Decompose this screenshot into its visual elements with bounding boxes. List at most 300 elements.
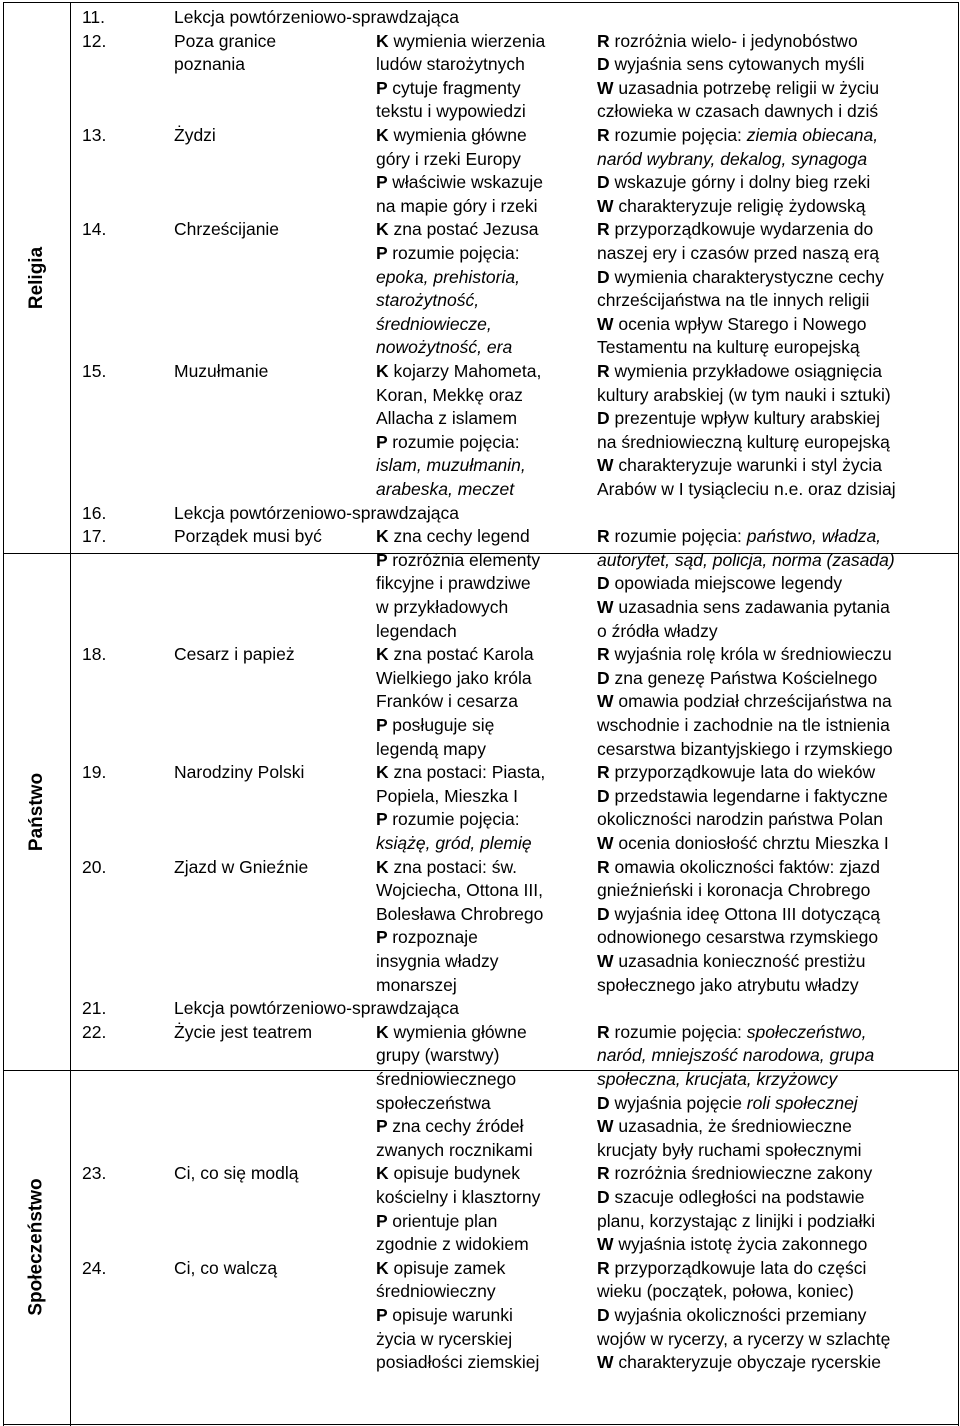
requirement-text: kojarzy Mahometa,	[393, 361, 542, 381]
level-marker: R	[597, 1021, 615, 1042]
requirement-text: tekstu i wypowiedzi	[376, 101, 526, 122]
advanced-requirement	[597, 856, 880, 880]
basic-requirement	[376, 926, 478, 950]
requirement-text: Franków i cesarza	[376, 691, 518, 712]
level-marker: K	[376, 1021, 394, 1042]
level-marker: R	[597, 1163, 615, 1184]
requirement-text: właściwie wskazuje	[392, 172, 543, 193]
basic-requirement	[376, 1210, 497, 1234]
basic-requirement	[376, 1280, 496, 1304]
advanced-requirement	[597, 926, 878, 950]
level-marker: K	[376, 1163, 394, 1184]
requirement-text: państwo, władza,	[746, 526, 882, 547]
basic-requirement	[376, 808, 520, 832]
basic-requirement	[376, 1044, 500, 1068]
level-marker: K	[376, 30, 394, 51]
requirement-text: średniowieczny	[376, 1281, 496, 1302]
requirement-text: kościelny i klasztorny	[376, 1187, 541, 1207]
basic-requirement	[376, 77, 521, 101]
basic-requirement	[376, 596, 508, 620]
requirement-text: naród wybrany, dekalog, synagoga	[597, 148, 868, 169]
level-marker: D	[597, 667, 615, 688]
lesson-topic: Ci, co walczą	[174, 1257, 278, 1278]
advanced-requirement	[597, 1233, 867, 1257]
basic-requirement	[376, 100, 526, 124]
requirement-text: legendą mapy	[376, 738, 486, 759]
basic-requirement	[376, 360, 541, 384]
requirement-text: zgodnie z widokiem	[376, 1234, 529, 1255]
requirement-text: zna cechy źródeł	[392, 1116, 524, 1137]
requirement-text: zna postaci: św.	[393, 856, 518, 877]
requirement-text: wojów w rycerzy, a rycerzy w szlachtę	[597, 1328, 891, 1349]
basic-requirement	[376, 620, 457, 644]
requirement-text: o źródła władzy	[597, 620, 718, 641]
level-marker: W	[597, 691, 619, 712]
requirement-text: zna postać Jezusa	[393, 219, 539, 240]
basic-requirement	[376, 431, 520, 455]
advanced-requirement	[597, 148, 867, 172]
advanced-requirement	[597, 738, 893, 762]
requirement-text: średniowiecze,	[376, 313, 492, 334]
level-marker: D	[597, 408, 615, 429]
section-label-text: Religia	[26, 246, 47, 310]
lesson-number: 16.	[82, 502, 107, 523]
level-marker: P	[376, 1116, 393, 1137]
requirement-text: wyjaśnia pojęcie	[614, 1092, 747, 1113]
requirement-text: rozumie pojęcia:	[614, 526, 747, 547]
advanced-requirement	[597, 195, 865, 219]
level-marker: D	[597, 172, 615, 193]
basic-requirement	[376, 1186, 540, 1210]
section-label	[4, 3, 70, 553]
requirement-text: naród, mniejszość narodowa, grupa	[597, 1045, 875, 1066]
requirement-text: góry i rzeki Europy	[376, 148, 521, 169]
advanced-requirement	[597, 454, 882, 478]
advanced-requirement	[597, 218, 873, 242]
advanced-requirement	[597, 808, 883, 832]
basic-requirement	[376, 1068, 516, 1092]
basic-requirement	[376, 313, 492, 337]
advanced-requirement	[597, 1044, 874, 1068]
basic-requirement	[376, 195, 537, 219]
requirement-text: zna cechy legend	[393, 526, 530, 547]
level-marker: K	[376, 856, 394, 877]
basic-requirement	[376, 242, 520, 266]
requirement-text: okoliczności narodzin państwa Polan	[597, 809, 883, 830]
level-marker: P	[376, 549, 393, 570]
level-marker: P	[376, 715, 393, 735]
advanced-requirement	[597, 384, 891, 408]
level-marker: D	[597, 785, 615, 806]
requirement-text: przyporządkowuje lata do wieków	[614, 762, 876, 783]
requirement-text: wymienia główne	[393, 125, 527, 145]
requirement-text: wymienia główne	[393, 1021, 527, 1042]
advanced-requirement	[597, 879, 870, 903]
basic-requirement	[376, 832, 532, 856]
requirement-text: Arabów w I tysiącleciu n.e. oraz dzisiaj	[597, 479, 896, 499]
requirement-text: ocenia doniosłość chrztu Mieszka I	[618, 833, 889, 853]
level-marker: D	[597, 1305, 615, 1325]
requirement-text: posiadłości ziemskiej	[376, 1352, 540, 1373]
basic-requirement	[376, 1257, 505, 1281]
advanced-requirement	[597, 549, 895, 573]
requirement-text: grupy (warstwy)	[376, 1045, 500, 1066]
requirement-text: charakteryzuje religię żydowską	[618, 195, 866, 216]
advanced-requirement	[597, 832, 889, 856]
requirement-text: ocenia wpływ Starego i Nowego	[618, 313, 867, 334]
requirement-text: posługuje się	[392, 715, 495, 735]
requirement-text: starożytność,	[376, 290, 480, 311]
advanced-requirement	[597, 30, 858, 54]
requirement-text: legendach	[376, 620, 457, 641]
advanced-requirement	[597, 761, 875, 785]
table-border	[70, 2, 71, 1426]
lesson-number: 20.	[82, 856, 107, 877]
lesson-topic: Zjazd w Gnieźnie	[174, 856, 309, 877]
requirement-text: opowiada miejscowe legendy	[614, 573, 843, 594]
lesson-number: 15.	[82, 361, 107, 381]
lesson-topic: Chrześcijanie	[174, 219, 280, 240]
basic-requirement	[376, 549, 540, 573]
level-marker: R	[597, 856, 615, 877]
requirement-text: wymienia charakterystyczne cechy	[614, 266, 884, 287]
requirement-text: Popiela, Mieszka I	[376, 785, 519, 806]
basic-requirement	[376, 879, 543, 903]
basic-requirement	[376, 266, 520, 290]
requirement-text: książę, gród, plemię	[376, 833, 532, 853]
requirement-text: planu, korzystając z linijki i podziałki	[597, 1210, 876, 1231]
requirement-text: kultury arabskiej (w tym nauki i sztuki)	[597, 384, 891, 405]
lesson-number: 14.	[82, 219, 107, 240]
advanced-requirement	[597, 1280, 854, 1304]
basic-requirement	[376, 384, 523, 408]
requirement-text: charakteryzuje obyczaje rycerskie	[618, 1352, 881, 1373]
requirement-text: odnowionego cesarstwa rzymskiego	[597, 927, 879, 948]
requirement-text: człowieka w czasach dawnych i dziś	[597, 101, 879, 122]
requirement-text: społeczeństwa	[376, 1092, 491, 1113]
level-marker: P	[376, 927, 393, 948]
requirement-text: uzasadnia, że średniowieczne	[618, 1116, 852, 1137]
advanced-requirement	[597, 171, 870, 195]
basic-requirement	[376, 525, 530, 549]
level-marker: W	[597, 455, 619, 476]
basic-requirement	[376, 1092, 491, 1116]
requirement-text: społeczeństwo,	[746, 1021, 867, 1042]
level-marker: P	[376, 172, 393, 193]
advanced-requirement	[597, 620, 718, 644]
level-marker: P	[376, 431, 393, 452]
level-marker: D	[597, 573, 615, 594]
advanced-requirement	[597, 336, 860, 360]
lesson-number: 11.	[82, 7, 106, 27]
requirement-text: wymienia przykładowe osiągnięcia	[614, 361, 882, 381]
requirement-text: naszej ery i czasów przed naszą erą	[597, 243, 880, 263]
requirement-text: zna postać Karola	[393, 644, 534, 665]
level-marker: K	[376, 644, 394, 665]
requirement-text: rozumie pojęcia:	[614, 1021, 747, 1042]
requirement-text: wyjaśnia rolę króla w średniowieczu	[614, 644, 892, 665]
advanced-requirement	[597, 1257, 866, 1281]
requirement-text: opisuje budynek	[393, 1163, 520, 1184]
requirement-text: rozróżnia średniowieczne zakony	[614, 1163, 873, 1184]
basic-requirement	[376, 903, 543, 927]
lesson-number: 13.	[82, 125, 107, 145]
requirement-text: Testamentu na kulturę europejską	[597, 337, 860, 358]
requirement-text: wyjaśnia okoliczności przemiany	[614, 1305, 867, 1325]
advanced-requirement	[597, 242, 879, 266]
basic-requirement	[376, 1304, 513, 1328]
advanced-requirement	[597, 407, 880, 431]
lesson-topic: Życie jest teatrem	[174, 1021, 313, 1042]
level-marker: R	[597, 762, 615, 783]
requirement-text: wyjaśnia istotę życia zakonnego	[618, 1234, 868, 1255]
lesson-topic: Muzułmanie	[174, 361, 269, 381]
level-marker: P	[376, 243, 393, 263]
level-marker: K	[376, 526, 394, 547]
section-divider	[3, 1424, 958, 1425]
section-label	[4, 1070, 70, 1424]
lesson-topic: Cesarz i papież	[174, 644, 295, 665]
lesson-topic: poznania	[174, 54, 246, 75]
basic-requirement	[376, 690, 518, 714]
basic-requirement	[376, 218, 538, 242]
advanced-requirement	[597, 525, 881, 549]
requirement-text: zna postaci: Piasta,	[393, 762, 546, 783]
level-marker: P	[376, 809, 393, 830]
requirement-text: życia w rycerskiej	[376, 1328, 513, 1349]
requirement-text: szacuje odległości na podstawie	[614, 1187, 865, 1207]
requirement-text: średniowiecznego	[376, 1069, 517, 1089]
level-marker: W	[597, 1116, 619, 1137]
basic-requirement	[376, 643, 534, 667]
advanced-requirement	[597, 1092, 858, 1116]
level-marker: W	[597, 77, 619, 98]
requirement-text: wyjaśnia sens cytowanych myśli	[614, 54, 865, 75]
requirement-text: wieku (początek, połowa, koniec)	[597, 1281, 854, 1302]
lesson-topic: Lekcja powtórzeniowo-sprawdzająca	[174, 502, 460, 523]
basic-requirement	[376, 974, 457, 998]
basic-requirement	[376, 1351, 539, 1375]
basic-requirement	[376, 30, 545, 54]
advanced-requirement	[597, 785, 888, 809]
basic-requirement	[376, 171, 543, 195]
requirement-text: przyporządkowuje lata do części	[614, 1257, 867, 1278]
basic-requirement	[376, 785, 518, 809]
advanced-requirement	[597, 974, 859, 998]
advanced-requirement	[597, 1186, 865, 1210]
basic-requirement	[376, 1328, 512, 1352]
advanced-requirement	[597, 1139, 862, 1163]
basic-requirement	[376, 761, 545, 785]
lesson-topic: Ci, co się modlą	[174, 1163, 299, 1184]
advanced-requirement	[597, 431, 890, 455]
basic-requirement	[376, 148, 521, 172]
requirement-text: w przykładowych	[376, 597, 509, 617]
requirement-text: insygnia władzy	[376, 951, 499, 971]
requirement-text: autorytet, sąd, policja, norma (zasada)	[597, 549, 895, 570]
advanced-requirement	[597, 596, 890, 620]
requirement-text: wymienia wierzenia	[393, 30, 546, 51]
level-marker: W	[597, 313, 619, 334]
basic-requirement	[376, 407, 517, 431]
advanced-requirement	[597, 53, 864, 77]
level-marker: R	[597, 30, 615, 51]
advanced-requirement	[597, 1162, 872, 1186]
lesson-number: 17.	[82, 526, 107, 547]
advanced-requirement	[597, 1021, 866, 1045]
basic-requirement	[376, 714, 494, 738]
level-marker: D	[597, 266, 615, 287]
basic-requirement	[376, 336, 512, 360]
requirement-text: uzasadnia potrzebę religii w życiu	[618, 77, 880, 98]
advanced-requirement	[597, 313, 866, 337]
basic-requirement	[376, 1233, 529, 1257]
advanced-requirement	[597, 100, 878, 124]
advanced-requirement	[597, 1351, 881, 1375]
requirement-text: cytuje fragmenty	[392, 77, 521, 98]
basic-requirement	[376, 124, 527, 148]
advanced-requirement	[597, 360, 882, 384]
requirement-text: rozróżnia elementy	[392, 549, 541, 570]
basic-requirement	[376, 856, 517, 880]
lesson-topic: Poza granice	[174, 30, 277, 51]
lesson-number: 22.	[82, 1021, 107, 1042]
level-marker: W	[597, 1352, 619, 1373]
advanced-requirement	[597, 950, 865, 974]
lesson-topic: Narodziny Polski	[174, 762, 305, 783]
level-marker: R	[597, 361, 615, 381]
level-marker: D	[597, 1092, 615, 1113]
section-divider	[3, 2, 958, 3]
section-label-text: Państwo	[26, 772, 47, 851]
requirement-text: chrześcijaństwa na tle innych religii	[597, 290, 870, 311]
basic-requirement	[376, 1021, 527, 1045]
requirement-text: na mapie góry i rzeki	[376, 195, 538, 216]
requirement-text: krucjaty były ruchami społecznymi	[597, 1139, 862, 1160]
requirement-text: rozumie pojęcia:	[392, 243, 520, 263]
level-marker: D	[597, 54, 615, 75]
level-marker: K	[376, 361, 394, 381]
level-marker: P	[376, 1210, 393, 1231]
requirement-text: wschodnie i zachodnie na tle istnienia	[597, 715, 890, 735]
requirement-text: rozumie pojęcia:	[392, 431, 520, 452]
section-label	[4, 553, 70, 1070]
level-marker: R	[597, 526, 615, 547]
advanced-requirement	[597, 1068, 837, 1092]
lesson-topic: Porządek musi być	[174, 526, 322, 547]
requirement-text: przyporządkowuje wydarzenia do	[614, 219, 874, 240]
requirement-text: fikcyjne i prawdziwe	[376, 573, 531, 594]
level-marker: K	[376, 762, 394, 783]
lesson-number: 24.	[82, 1257, 107, 1278]
requirement-text: Allacha z islamem	[376, 408, 518, 429]
requirement-text: ludów starożytnych	[376, 54, 525, 75]
advanced-requirement	[597, 643, 892, 667]
basic-requirement	[376, 950, 499, 974]
requirement-text: nowożytność, era	[376, 337, 513, 358]
level-marker: W	[597, 951, 619, 971]
requirement-text: wyjaśnia ideę Ottona III dotyczącą	[614, 903, 881, 924]
requirement-text: uzasadnia konieczność prestiżu	[618, 951, 866, 971]
section-label-text: Społeczeństwo	[26, 1178, 47, 1316]
requirement-text: charakteryzuje warunki i styl życia	[618, 455, 882, 476]
level-marker: W	[597, 597, 619, 617]
level-marker: W	[597, 195, 619, 216]
requirement-text: wskazuje górny i dolny bieg rzeki	[614, 172, 871, 193]
advanced-requirement	[597, 266, 884, 290]
requirement-text: ziemia obiecana,	[746, 125, 879, 145]
requirement-text: Wielkiego jako króla	[376, 667, 532, 688]
basic-requirement	[376, 1115, 524, 1139]
lesson-topic: Lekcja powtórzeniowo-sprawdzająca	[174, 998, 460, 1019]
basic-requirement	[376, 454, 526, 478]
requirement-text: orientuje plan	[392, 1210, 498, 1231]
advanced-requirement	[597, 690, 892, 714]
basic-requirement	[376, 478, 514, 502]
advanced-requirement	[597, 1115, 852, 1139]
requirement-text: Bolesława Chrobrego	[376, 903, 544, 924]
requirement-text: opisuje warunki	[392, 1305, 513, 1325]
advanced-requirement	[597, 1210, 875, 1234]
requirement-text: Koran, Mekkę oraz	[376, 384, 523, 405]
lesson-number: 21.	[82, 998, 107, 1019]
requirement-text: rozumie pojęcia:	[392, 809, 520, 830]
basic-requirement	[376, 1139, 533, 1163]
basic-requirement	[376, 572, 531, 596]
table-border	[958, 2, 959, 1426]
requirement-text: społecznego jako atrybutu władzy	[597, 974, 859, 995]
requirement-text: opisuje zamek	[393, 1257, 506, 1278]
level-marker: D	[597, 1187, 615, 1207]
advanced-requirement	[597, 478, 896, 502]
lesson-topic: Lekcja powtórzeniowo-sprawdzająca	[174, 7, 460, 27]
lesson-number: 23.	[82, 1163, 107, 1184]
level-marker: K	[376, 219, 394, 240]
basic-requirement	[376, 738, 486, 762]
requirement-text: zwanych rocznikami	[376, 1139, 533, 1160]
requirement-text: cesarstwa bizantyjskiego i rzymskiego	[597, 738, 893, 759]
level-marker: R	[597, 644, 615, 665]
requirement-text: monarszej	[376, 974, 457, 995]
advanced-requirement	[597, 572, 842, 596]
basic-requirement	[376, 667, 532, 691]
basic-requirement	[376, 289, 479, 313]
level-marker: R	[597, 1257, 615, 1278]
level-marker: R	[597, 125, 615, 145]
level-marker: P	[376, 1305, 393, 1325]
advanced-requirement	[597, 903, 880, 927]
requirement-text: Wojciecha, Ottona III,	[376, 880, 543, 901]
level-marker: K	[376, 125, 394, 145]
requirement-text: roli społecznej	[746, 1092, 858, 1113]
lesson-number: 19.	[82, 762, 107, 783]
requirement-text: arabeska, meczet	[376, 479, 515, 499]
requirement-text: omawia okoliczności faktów: zjazd	[614, 856, 881, 877]
advanced-requirement	[597, 1328, 890, 1352]
requirement-text: omawia podział chrześcijaństwa na	[618, 691, 892, 712]
advanced-requirement	[597, 289, 869, 313]
requirement-text: przedstawia legendarne i faktyczne	[614, 785, 888, 806]
requirement-text: zna genezę Państwa Kościelnego	[614, 667, 878, 688]
level-marker: P	[376, 77, 393, 98]
level-marker: R	[597, 219, 615, 240]
requirement-text: islam, muzułmanin,	[376, 455, 526, 476]
advanced-requirement	[597, 124, 878, 148]
requirement-text: na średniowieczną kulturę europejską	[597, 431, 890, 452]
advanced-requirement	[597, 714, 890, 738]
level-marker: D	[597, 903, 615, 924]
requirement-text: prezentuje wpływ kultury arabskiej	[614, 408, 881, 429]
